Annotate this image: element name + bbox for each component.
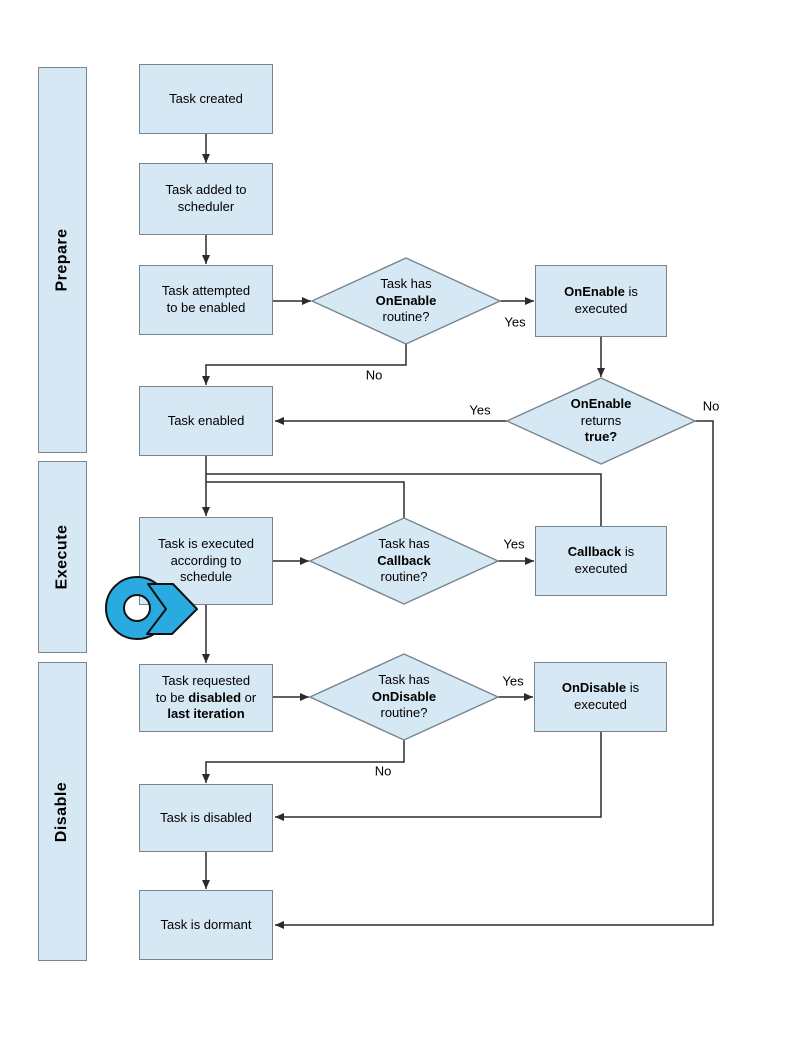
band-prepare — [38, 67, 87, 453]
edge-label-yes-onenable: Yes — [504, 314, 526, 330]
band-disable-label: Disable — [53, 781, 71, 842]
band-prepare-label: Prepare — [53, 228, 71, 292]
decision-has-onenable-label: Task has OnEnable routine? — [375, 276, 437, 325]
edge-label-no-onenable: No — [365, 367, 383, 383]
node-task-disabled: Task is disabled — [139, 784, 273, 852]
node-callback-executed: Callback is executed — [535, 526, 667, 596]
decision-returns-true-label: OnEnable returns true? — [570, 396, 632, 445]
node-task-requested-disabled: Task requested to be disabled or last iteration — [139, 664, 273, 732]
decision-has-callback-label: Task has Callback routine? — [377, 536, 431, 585]
edge-label-no-returns: No — [702, 398, 720, 414]
node-task-executed-schedule: Task is executed according to schedule — [139, 517, 273, 605]
connector-ondisable-exec-to-disabled — [275, 732, 601, 817]
edge-label-yes-ondisable: Yes — [502, 673, 524, 689]
edge-label-no-ondisable: No — [374, 763, 392, 779]
node-task-attempted-enabled: Task attempted to be enabled — [139, 265, 273, 335]
connector-has-callback-loop-back — [206, 482, 404, 518]
band-disable — [38, 662, 87, 961]
edge-label-yes-callback: Yes — [503, 536, 525, 552]
band-execute — [38, 461, 87, 653]
node-task-enabled: Task enabled — [139, 386, 273, 456]
decision-has-ondisable-label: Task has OnDisable routine? — [371, 672, 437, 721]
band-execute-label: Execute — [53, 524, 71, 590]
edge-label-yes-returns: Yes — [469, 402, 491, 418]
node-task-added-to-scheduler: Task added to scheduler — [139, 163, 273, 235]
node-onenable-executed: OnEnable is executed — [535, 265, 667, 337]
node-ondisable-executed: OnDisable is executed — [534, 662, 667, 732]
node-task-dormant: Task is dormant — [139, 890, 273, 960]
node-task-created: Task created — [139, 64, 273, 134]
